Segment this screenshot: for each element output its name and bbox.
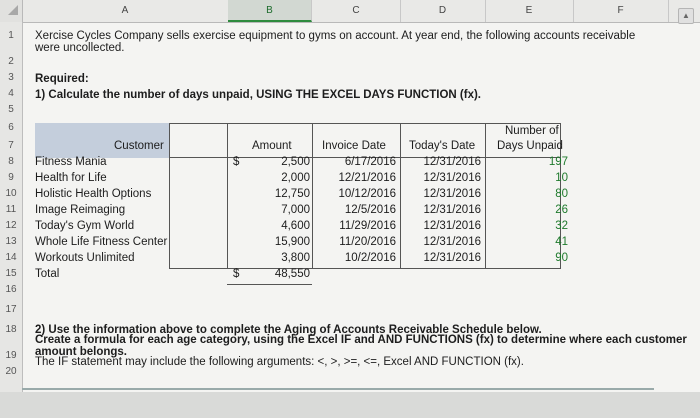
- cell-days-unpaid[interactable]: 32: [555, 220, 568, 232]
- cell-customer[interactable]: Whole Life Fitness Center: [35, 236, 168, 248]
- header-amount: Amount: [252, 140, 292, 152]
- cell-amount[interactable]: 2,500: [281, 156, 310, 168]
- row-number[interactable]: 15: [5, 268, 17, 279]
- row-number[interactable]: 18: [5, 324, 17, 335]
- cell-currency-symbol[interactable]: $: [233, 156, 240, 168]
- row-number[interactable]: 8: [8, 156, 14, 167]
- cell-customer[interactable]: Health for Life: [35, 172, 107, 184]
- row-number[interactable]: 2: [8, 56, 14, 67]
- cell-todays-date[interactable]: 12/31/2016: [423, 236, 481, 248]
- grid-vline: [312, 123, 313, 269]
- select-all-corner[interactable]: [0, 0, 23, 22]
- cell-customer[interactable]: Fitness Mania: [35, 156, 107, 168]
- cell-total-label[interactable]: Total: [35, 268, 60, 280]
- header-customer: Customer: [114, 140, 164, 152]
- cell-invoice-date[interactable]: 11/20/2016: [339, 236, 396, 248]
- cell-amount[interactable]: 7,000: [281, 204, 310, 216]
- header-todays-date: Today's Date: [409, 140, 476, 152]
- cell-todays-date[interactable]: 12/31/2016: [423, 188, 481, 200]
- row-number[interactable]: 16: [5, 284, 17, 295]
- cell-days-unpaid[interactable]: 197: [548, 156, 568, 168]
- row-number[interactable]: 14: [5, 252, 17, 263]
- cell-days-unpaid[interactable]: 26: [555, 204, 568, 216]
- row-number[interactable]: 7: [8, 140, 14, 151]
- cell-amount[interactable]: 4,600: [281, 220, 310, 232]
- cell-currency-symbol[interactable]: $: [233, 268, 240, 280]
- row-number[interactable]: 11: [5, 204, 17, 215]
- grid-vline: [400, 123, 401, 269]
- cell-days-unpaid[interactable]: 41: [555, 236, 568, 248]
- row-number[interactable]: 9: [8, 172, 14, 183]
- cell-todays-date[interactable]: 12/31/2016: [423, 156, 481, 168]
- cell-todays-date[interactable]: 12/31/2016: [423, 204, 481, 216]
- cell-days-unpaid[interactable]: 10: [555, 172, 568, 184]
- cell-total-amount[interactable]: 48,550: [274, 268, 310, 280]
- cell-amount[interactable]: 2,000: [281, 172, 310, 184]
- cell-days-unpaid[interactable]: 90: [555, 252, 568, 264]
- sheet-bottom-area: [0, 392, 700, 418]
- row-number[interactable]: 4: [8, 88, 14, 99]
- part2-line1: Create a formula for each age category, using the Excel IF and AND FUNCTIONS (fx) to determine where each customer: [35, 334, 687, 346]
- column-header-a[interactable]: A: [22, 0, 229, 22]
- grid-vline: [485, 123, 486, 269]
- cell-todays-date[interactable]: 12/31/2016: [423, 220, 481, 232]
- cell-customer[interactable]: Image Reimaging: [35, 204, 126, 216]
- cell-amount[interactable]: 15,900: [274, 236, 310, 248]
- grid-vline: [227, 123, 228, 269]
- row-number[interactable]: 5: [8, 104, 14, 115]
- cell-invoice-date[interactable]: 10/2/2016: [344, 252, 396, 264]
- cell-invoice-date[interactable]: 12/5/2016: [344, 204, 396, 216]
- cell-customer[interactable]: Workouts Unlimited: [35, 252, 135, 264]
- column-header-c[interactable]: C: [312, 0, 401, 22]
- header-days-unpaid-line1: Number of: [505, 125, 559, 137]
- sheet-bottom-divider: [22, 388, 654, 390]
- part2-line3: The IF statement may include the following arguments: <, >, >=, <=, Excel AND FUNCTION (fx).: [35, 356, 524, 368]
- cell-customer[interactable]: Today's Gym World: [35, 220, 135, 232]
- cell-customer[interactable]: Holistic Health Options: [35, 188, 152, 200]
- column-header-d[interactable]: D: [400, 0, 486, 22]
- header-invoice-date: Invoice Date: [322, 140, 386, 152]
- row-number[interactable]: 3: [8, 72, 14, 83]
- row-number[interactable]: 10: [5, 188, 17, 199]
- row-number[interactable]: 1: [8, 30, 14, 41]
- row-number[interactable]: 20: [5, 366, 17, 377]
- header-days-unpaid-line2: Days Unpaid: [497, 140, 563, 152]
- column-header-bar: [0, 0, 700, 23]
- total-underline: [227, 284, 312, 285]
- part2-heading: 2) Use the information above to complete the Aging of Accounts Receivable Schedule below.: [35, 324, 542, 336]
- cell-todays-date[interactable]: 12/31/2016: [423, 252, 481, 264]
- select-all-icon: [8, 5, 18, 15]
- intro-text-line1: Xercise Cycles Company sells exercise equipment to gyms on account. At year end, the following accounts receivable: [35, 30, 636, 42]
- intro-text-line2: were uncollected.: [35, 42, 125, 54]
- cell-invoice-date[interactable]: 12/21/2016: [338, 172, 396, 184]
- cell-invoice-date[interactable]: 11/29/2016: [339, 220, 396, 232]
- cell-invoice-date[interactable]: 10/12/2016: [338, 188, 396, 200]
- required-item-1: 1) Calculate the number of days unpaid, USING THE EXCEL DAYS FUNCTION (fx).: [35, 89, 482, 101]
- cell-amount[interactable]: 12,750: [274, 188, 310, 200]
- row-number[interactable]: 6: [8, 122, 14, 133]
- row-number[interactable]: 12: [5, 220, 17, 231]
- required-heading: Required:: [35, 73, 89, 85]
- column-header-e[interactable]: E: [485, 0, 574, 22]
- cell-amount[interactable]: 3,800: [281, 252, 310, 264]
- scroll-up-icon[interactable]: ▲: [678, 8, 694, 24]
- column-header-f[interactable]: F: [573, 0, 669, 22]
- cell-days-unpaid[interactable]: 80: [555, 188, 568, 200]
- cell-todays-date[interactable]: 12/31/2016: [423, 172, 481, 184]
- column-header-b[interactable]: B: [228, 0, 312, 22]
- row-number[interactable]: 17: [5, 304, 17, 315]
- row-number[interactable]: 13: [5, 236, 17, 247]
- row-number[interactable]: 19: [5, 350, 17, 361]
- part2-line2: amount belongs.: [35, 346, 127, 358]
- cell-invoice-date[interactable]: 6/17/2016: [344, 156, 396, 168]
